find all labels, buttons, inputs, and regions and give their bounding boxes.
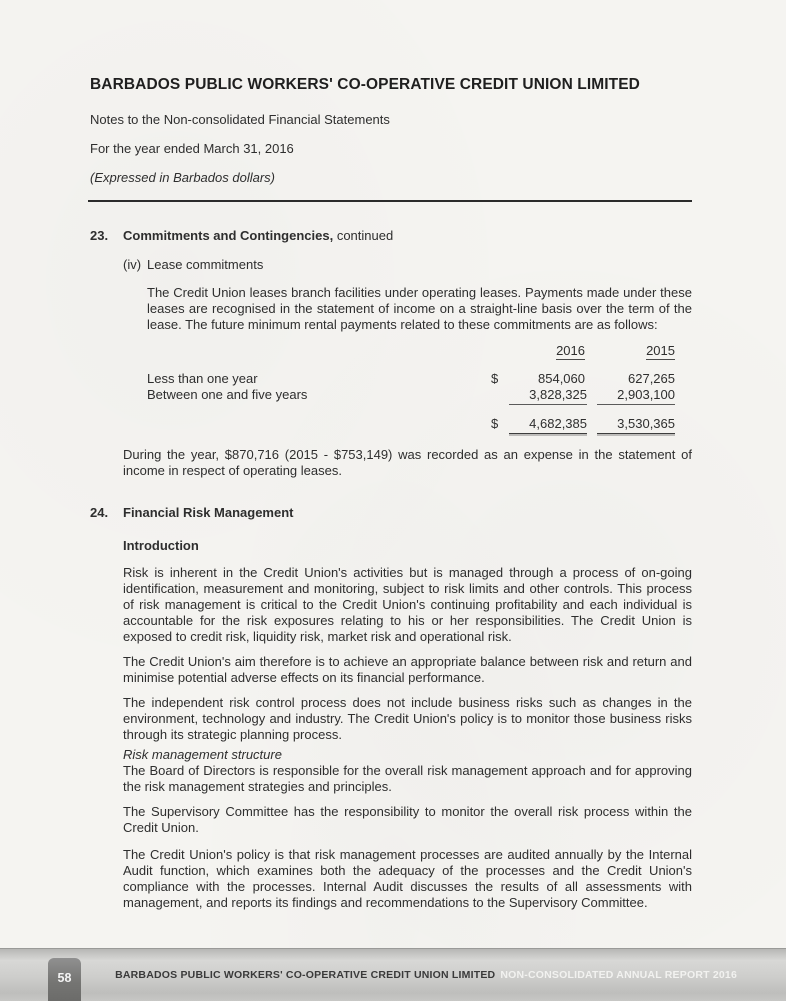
sub-item-label: (iv)	[123, 257, 142, 272]
page-number: 58	[57, 971, 72, 985]
lease-commitments-subheading	[123, 257, 692, 273]
section-24	[90, 505, 692, 911]
table-row	[147, 387, 692, 405]
introduction-heading: Introduction	[123, 538, 199, 553]
section-23-body	[123, 228, 692, 479]
total-2016: 4,682,385	[509, 416, 585, 434]
audit-paragraph: The Credit Union's policy is that risk management processes are audited annually by the Internal Audit function, which examines both the adequacy of the processes and the Credit Union's compliance with the processes. Internal Audit discusses the results of all assessments with management, and reports its findings and recommendations to the Supervisory Committee.	[123, 847, 692, 910]
section-24-number: 24.	[90, 505, 109, 520]
lease-commitments-table	[147, 343, 692, 434]
section-24-body	[123, 505, 692, 911]
page-number-badge	[48, 958, 81, 1001]
section-23-title-suffix: continued	[336, 228, 394, 243]
currency-symbol: $	[491, 416, 499, 431]
row-label: Less than one year	[147, 371, 258, 386]
risk-control-paragraph: The independent risk control process does not include business risks such as changes in the environment, technology and industry. The Credit Union's policy is to monitor those business risks through its strategic planning process.	[123, 695, 692, 742]
column-header-2016: 2016	[556, 343, 585, 358]
risk-structure-heading: Risk management structure	[123, 747, 282, 762]
section-23-heading	[123, 228, 692, 244]
currency-symbol: $	[491, 371, 499, 386]
value-2016: 854,060	[538, 371, 585, 386]
currency-note: (Expressed in Barbados dollars)	[90, 170, 275, 185]
lease-expense-paragraph: During the year, $870,716 (2015 - $753,149) was recorded as an expense in the statement of income in respect of operating leases.	[123, 447, 692, 478]
sub-item-title: Lease commitments	[147, 257, 264, 272]
value-2015: 2,903,100	[585, 387, 675, 405]
row-label: Between one and five years	[147, 387, 308, 402]
page-content	[90, 0, 692, 911]
footer-company-name: BARBADOS PUBLIC WORKERS' CO-OPERATIVE CREDIT UNION LIMITED	[115, 969, 496, 981]
section-23-title: Commitments and Contingencies,	[123, 228, 334, 243]
table-row	[147, 371, 692, 387]
supervisory-paragraph: The Supervisory Committee has the responsibility to monitor the overall risk process within the Credit Union.	[123, 804, 692, 835]
header-divider	[88, 200, 692, 202]
value-2016: 3,828,325	[509, 387, 585, 405]
notes-subtitle: Notes to the Non-consolidated Financial Statements	[90, 112, 390, 127]
footer-bar	[0, 948, 786, 1001]
lease-paragraph: The Credit Union leases branch facilities under operating leases. Payments made under these leases are recognised in the statement of income on a straight-line basis over the term of the lease. The future minimum rental payments related to these commitments are as follows:	[147, 285, 692, 332]
value-2015: 627,265	[628, 371, 675, 386]
risk-aim-paragraph: The Credit Union's aim therefore is to achieve an appropriate balance between risk and return and minimise potential adverse effects on its financial performance.	[123, 654, 692, 685]
total-2015: 3,530,365	[585, 416, 675, 434]
page-title: BARBADOS PUBLIC WORKERS' CO-OPERATIVE CREDIT UNION LIMITED	[90, 76, 640, 93]
section-23	[90, 228, 692, 479]
period-line: For the year ended March 31, 2016	[90, 141, 294, 156]
column-header-2015: 2015	[646, 343, 675, 358]
table-total-row	[147, 416, 692, 434]
section-24-title: Financial Risk Management	[123, 505, 294, 520]
footer-text	[115, 949, 737, 1001]
section-23-number: 23.	[90, 228, 109, 243]
footer-report-title: NON-CONSOLIDATED ANNUAL REPORT 2016	[500, 969, 737, 981]
risk-intro-paragraph: Risk is inherent in the Credit Union's activities but is managed through a process of on-going identification, measurement and monitoring, subject to risk limits and other controls. This process of risk management is critical to the Credit Union's continuing profitability and each individual is accountable for the risk exposures relating to his or her responsibilities. The Credit Union is exposed to credit risk, liquidity risk, market risk and operational risk.	[123, 565, 692, 644]
table-header-row	[147, 343, 692, 359]
board-paragraph: The Board of Directors is responsible for the overall risk management approach and for approving the risk management strategies and principles.	[123, 763, 692, 794]
